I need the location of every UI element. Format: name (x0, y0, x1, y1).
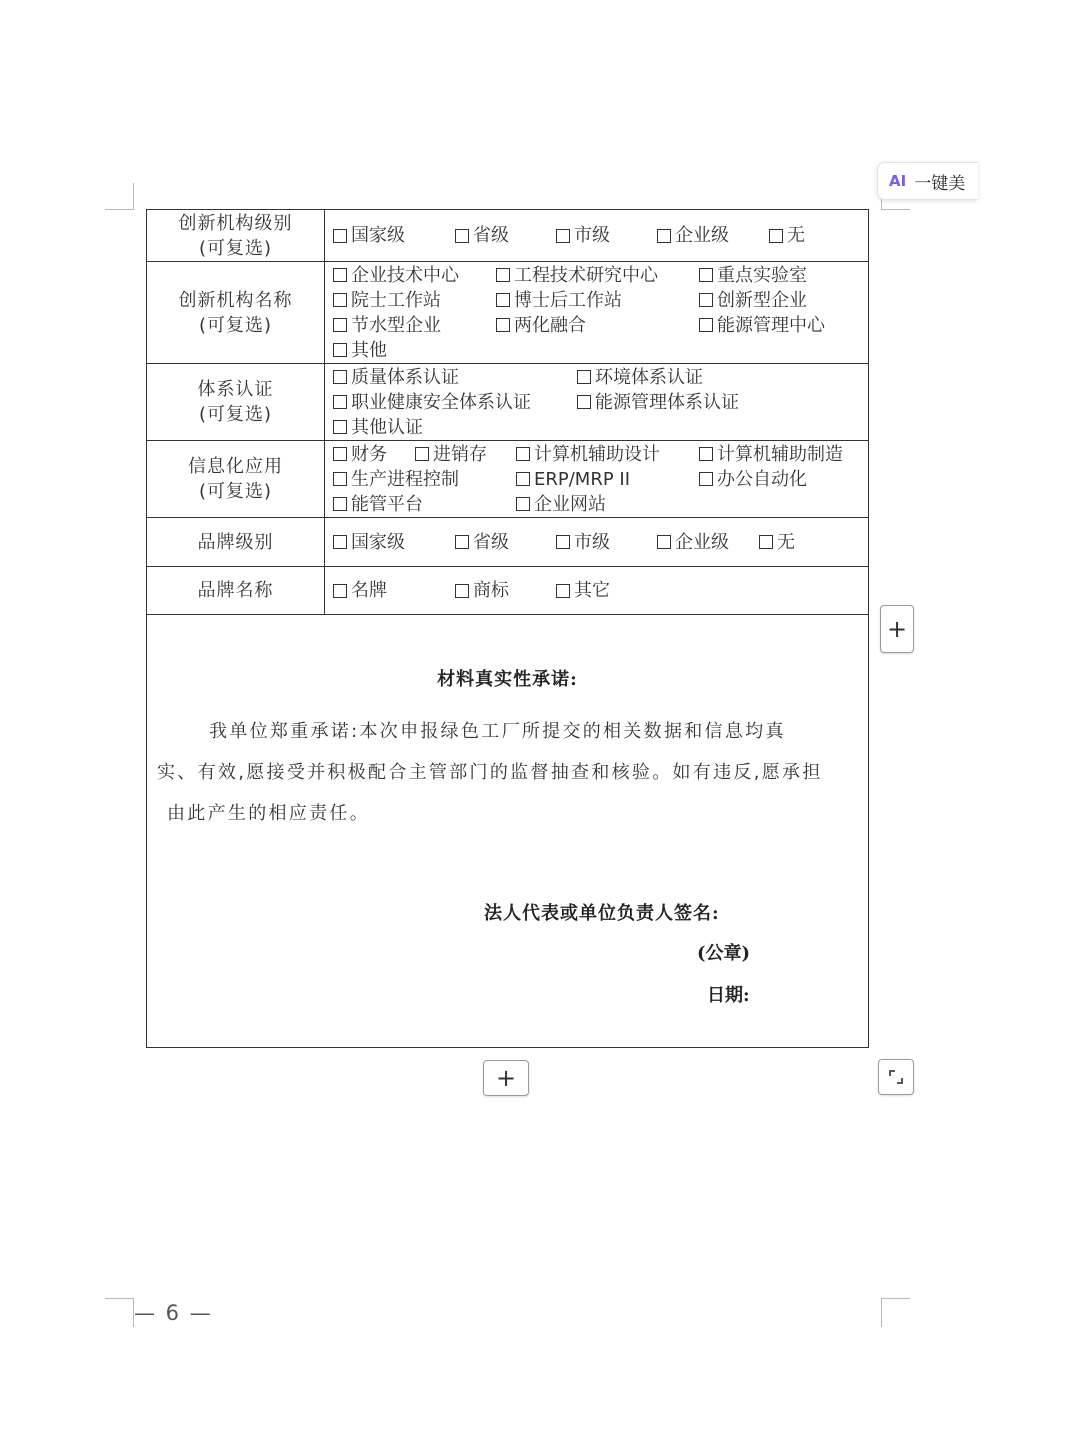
row-label: 体系认证 (可复选) (147, 364, 325, 441)
promise-line: 实、有效,愿接受并积极配合主管部门的监督抽查和核验。如有违反,愿承担 (157, 762, 823, 783)
resize-icon (879, 1060, 913, 1094)
signature-label: 法人代表或单位负责人签名: (484, 903, 720, 924)
row-options (325, 364, 869, 441)
promise-row (147, 615, 869, 1048)
page-corner-mark-bottom-left (105, 1298, 134, 1327)
checkbox-option[interactable]: 企业级 (657, 530, 759, 555)
checkbox-icon[interactable] (496, 268, 510, 282)
plus-icon: + (495, 1064, 517, 1092)
checkbox-option[interactable]: 财务 (333, 442, 415, 467)
checkbox-icon[interactable] (333, 229, 347, 243)
checkbox-option[interactable]: 节水型企业 (333, 313, 496, 338)
checkbox-icon[interactable] (577, 395, 591, 409)
page-number: — 6 — (134, 1301, 213, 1325)
checkbox-option[interactable]: 质量体系认证 (333, 365, 577, 390)
checkbox-icon[interactable] (333, 370, 347, 384)
add-row-button[interactable] (483, 1060, 529, 1096)
checkbox-icon[interactable] (759, 535, 773, 549)
promise-line: 我单位郑重承诺:本次申报绿色工厂所提交的相关数据和信息均真 (209, 721, 786, 742)
checkbox-icon[interactable] (455, 584, 469, 598)
checkbox-icon[interactable] (699, 447, 713, 461)
checkbox-icon[interactable] (556, 584, 570, 598)
checkbox-icon[interactable] (516, 447, 530, 461)
table-row (147, 518, 869, 567)
promise-cell (147, 615, 869, 1048)
ai-beautify-label: 一键美 (914, 173, 966, 194)
plus-icon: + (886, 615, 908, 643)
checkbox-icon[interactable] (333, 447, 347, 461)
checkbox-option[interactable]: 进销存 (415, 442, 516, 467)
checkbox-option[interactable]: 国家级 (333, 223, 455, 248)
table-row (147, 210, 869, 262)
checkbox-option[interactable]: 企业网站 (516, 492, 606, 517)
checkbox-option[interactable]: 省级 (455, 223, 556, 248)
checkbox-option[interactable]: 无 (769, 223, 805, 248)
checkbox-option[interactable]: ERP/MRP II (516, 467, 699, 492)
checkbox-icon[interactable] (516, 472, 530, 486)
checkbox-option[interactable]: 无 (759, 530, 795, 555)
checkbox-option[interactable]: 院士工作站 (333, 288, 496, 313)
checkbox-option[interactable]: 办公自动化 (699, 467, 807, 492)
checkbox-option[interactable]: 市级 (556, 530, 657, 555)
table-resize-button[interactable] (878, 1059, 914, 1095)
checkbox-icon[interactable] (769, 229, 783, 243)
option-line (333, 492, 868, 517)
checkbox-option[interactable]: 博士后工作站 (496, 288, 699, 313)
checkbox-option[interactable]: 职业健康安全体系认证 (333, 390, 577, 415)
checkbox-option[interactable]: 计算机辅助设计 (516, 442, 699, 467)
option-line (333, 263, 868, 288)
promise-body (157, 711, 839, 834)
row-options (325, 567, 869, 615)
table-row (147, 567, 869, 615)
checkbox-icon[interactable] (333, 497, 347, 511)
ai-beautify-button[interactable] (877, 162, 978, 200)
page-corner-mark-bottom-right (881, 1298, 910, 1327)
row-label: 信息化应用 (可复选) (147, 441, 325, 518)
checkbox-option[interactable]: 能管平台 (333, 492, 516, 517)
option-line (333, 530, 868, 555)
checkbox-icon[interactable] (657, 229, 671, 243)
table-row (147, 364, 869, 441)
checkbox-option[interactable]: 商标 (455, 578, 556, 603)
checkbox-icon[interactable] (556, 229, 570, 243)
option-line (333, 442, 868, 467)
option-line (333, 578, 868, 603)
promise-line: 由此产生的相应责任。 (167, 803, 370, 824)
checkbox-icon[interactable] (333, 584, 347, 598)
checkbox-option[interactable]: 工程技术研究中心 (496, 263, 699, 288)
add-column-button[interactable] (880, 605, 914, 653)
option-line (333, 223, 868, 248)
checkbox-option[interactable]: 生产进程控制 (333, 467, 516, 492)
checkbox-option[interactable]: 创新型企业 (699, 288, 807, 313)
option-line (333, 313, 868, 338)
checkbox-icon[interactable] (556, 535, 570, 549)
checkbox-option[interactable]: 计算机辅助制造 (699, 442, 843, 467)
checkbox-icon[interactable] (496, 318, 510, 332)
checkbox-icon[interactable] (333, 343, 347, 357)
row-label: 创新机构级别 (可复选) (147, 210, 325, 262)
option-line (333, 415, 868, 440)
checkbox-option[interactable]: 两化融合 (496, 313, 699, 338)
checkbox-option[interactable]: 市级 (556, 223, 657, 248)
row-options (325, 441, 869, 518)
option-line (333, 390, 868, 415)
checkbox-icon[interactable] (333, 318, 347, 332)
table-row (147, 262, 869, 364)
checkbox-option[interactable]: 其它 (556, 578, 610, 603)
checkbox-icon[interactable] (496, 293, 510, 307)
checkbox-option[interactable]: 其他 (333, 338, 387, 363)
checkbox-icon[interactable] (657, 535, 671, 549)
row-label: 品牌名称 (147, 567, 325, 615)
row-options (325, 262, 869, 364)
checkbox-option[interactable]: 能源管理体系认证 (577, 390, 739, 415)
checkbox-icon[interactable] (699, 472, 713, 486)
checkbox-option[interactable]: 省级 (455, 530, 556, 555)
option-line (333, 467, 868, 492)
option-line (333, 338, 868, 363)
checkbox-option[interactable]: 名牌 (333, 578, 455, 603)
seal-label: (公章) (697, 943, 751, 964)
checkbox-icon[interactable] (333, 395, 347, 409)
option-line (333, 365, 868, 390)
ai-icon: AI (889, 172, 907, 190)
row-options (325, 518, 869, 567)
checkbox-icon[interactable] (577, 370, 591, 384)
checkbox-icon[interactable] (415, 447, 429, 461)
checkbox-icon[interactable] (333, 268, 347, 282)
checkbox-option[interactable]: 企业技术中心 (333, 263, 496, 288)
row-options (325, 210, 869, 262)
checkbox-option[interactable]: 环境体系认证 (577, 365, 703, 390)
table-row (147, 441, 869, 518)
checkbox-icon[interactable] (699, 293, 713, 307)
checkbox-icon[interactable] (333, 420, 347, 434)
checkbox-icon[interactable] (333, 293, 347, 307)
checkbox-option[interactable]: 重点实验室 (699, 263, 807, 288)
promise-section (147, 615, 868, 1047)
option-line (333, 288, 868, 313)
row-label: 品牌级别 (147, 518, 325, 567)
application-form-table (146, 209, 869, 1048)
checkbox-option[interactable]: 国家级 (333, 530, 455, 555)
date-label: 日期: (707, 985, 750, 1006)
row-label: 创新机构名称 (可复选) (147, 262, 325, 364)
checkbox-icon[interactable] (333, 472, 347, 486)
checkbox-option[interactable]: 其他认证 (333, 415, 423, 440)
checkbox-option[interactable]: 能源管理中心 (699, 313, 825, 338)
checkbox-icon[interactable] (333, 535, 347, 549)
checkbox-icon[interactable] (455, 229, 469, 243)
page-corner-mark-top-left (105, 183, 134, 210)
promise-title: 材料真实性承诺: (437, 669, 578, 690)
checkbox-option[interactable]: 企业级 (657, 223, 769, 248)
checkbox-icon[interactable] (455, 535, 469, 549)
checkbox-icon[interactable] (516, 497, 530, 511)
checkbox-icon[interactable] (699, 268, 713, 282)
checkbox-icon[interactable] (699, 318, 713, 332)
